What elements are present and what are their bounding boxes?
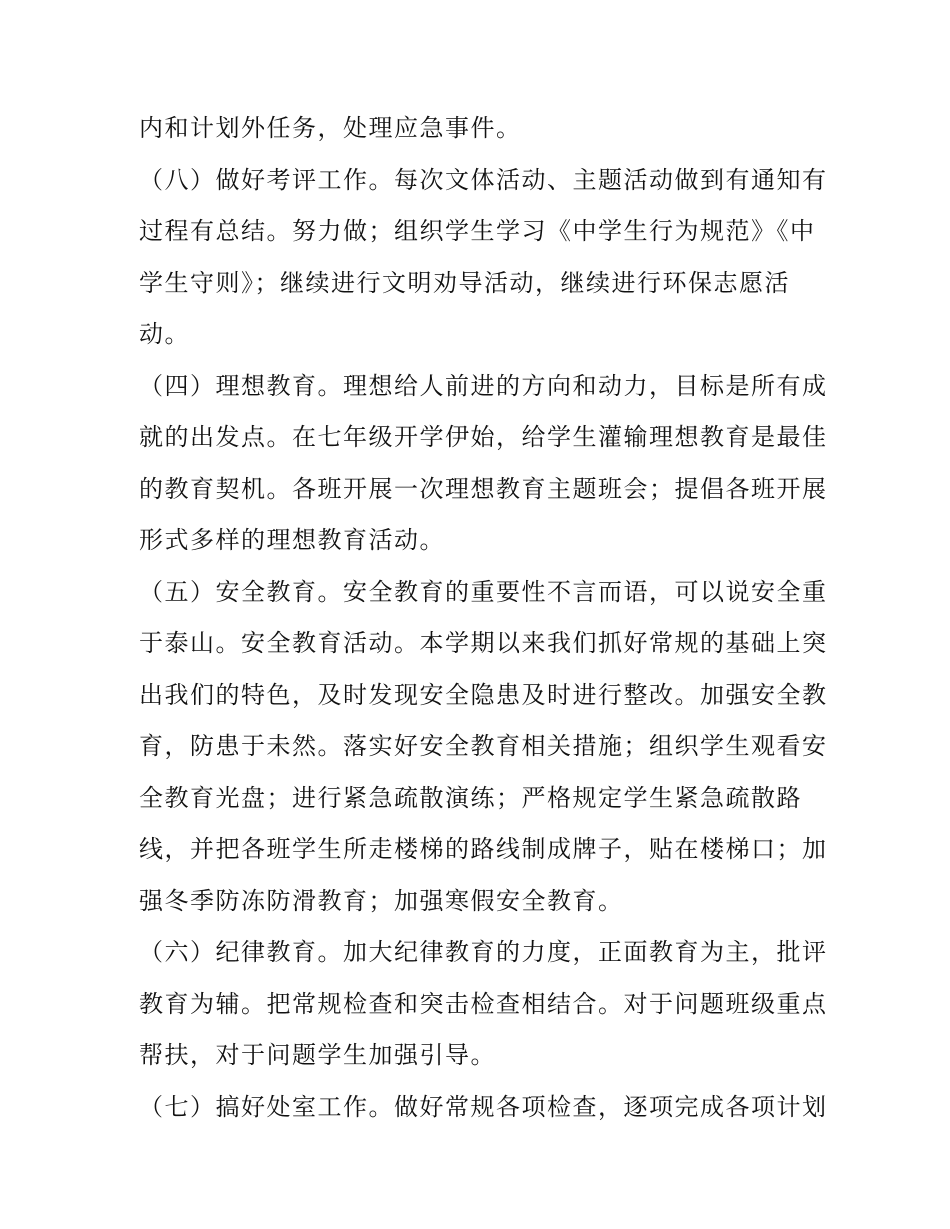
text-line: 全教育光盘；进行紧急疏散演练；严格规定学生紧急疏散路	[139, 784, 802, 812]
text-line: 出我们的特色，及时发现安全隐患及时进行整改。加强安全教	[139, 681, 828, 709]
text-line: 内和计划外任务，处理应急事件。	[139, 114, 522, 142]
text-line: 学生守则》；继续进行文明劝导活动，继续进行环保志愿活	[139, 269, 790, 297]
text-line: （六）纪律教育。加大纪律教育的力度，正面教育为主，批评	[139, 938, 828, 966]
text-line: 就的出发点。在七年级开学伊始，给学生灌输理想教育是最佳	[139, 423, 828, 451]
text-line: 的教育契机。各班开展一次理想教育主题班会；提倡各班开展	[139, 475, 828, 503]
text-line: 动。	[139, 320, 190, 348]
text-line: 帮扶，对于问题学生加强引导。	[139, 1041, 496, 1069]
text-line: 强冬季防冻防滑教育；加强寒假安全教育。	[139, 887, 624, 915]
text-line: （五）安全教育。安全教育的重要性不言而语，可以说安全重	[139, 578, 828, 606]
text-line: 形式多样的理想教育活动。	[139, 526, 445, 554]
text-line: （八）做好考评工作。每次文体活动、主题活动做到有通知有	[139, 166, 828, 194]
text-line: （四）理想教育。理想给人前进的方向和动力，目标是所有成	[139, 372, 828, 400]
text-line: 过程有总结。努力做；组织学生学习《中学生行为规范》《中	[139, 217, 816, 245]
text-line: 教育为辅。把常规检查和突击检查相结合。对于问题班级重点	[139, 990, 828, 1018]
text-line: 线，并把各班学生所走楼梯的路线制成牌子，贴在楼梯口；加	[139, 835, 828, 863]
text-line: 育，防患于未然。落实好安全教育相关措施；组织学生观看安	[139, 732, 828, 760]
text-line: 于泰山。安全教育活动。本学期以来我们抓好常规的基础上突	[139, 629, 828, 657]
text-line: （七）搞好处室工作。做好常规各项检查，逐项完成各项计划	[139, 1093, 828, 1121]
